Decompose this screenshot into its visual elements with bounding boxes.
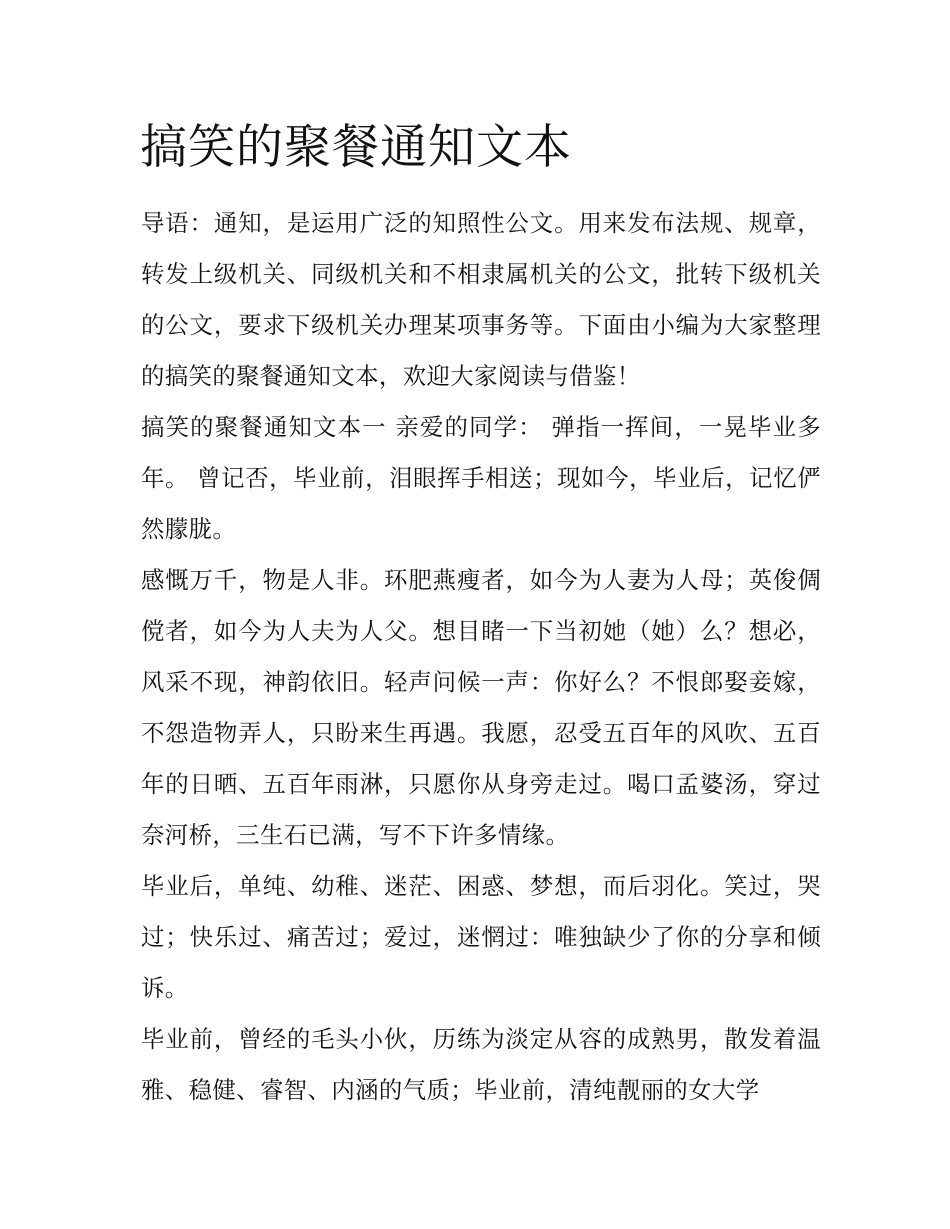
paragraph-intro: 导语：通知，是运用广泛的知照性公文。用来发布法规、规章，转发上级机关、同级机关和不相隶属机关的公文，批转下级机关的公文，要求下级机关办理某项事务等。下面由小编为大家整理的搞笑的聚餐通知文本，欢迎大家阅读与借鉴！ <box>141 209 821 390</box>
paragraph-reflection: 感慨万千，物是人非。环肥燕瘦者，如今为人妻为人母；英俊倜傥者，如今为人夫为人父。想目睹一下当初她（她）么？想必，风采不现，神韵依旧。轻声问候一声：你好么？不恨郎娶妾嫁，不怨造物弄人，只盼来生再遇。我愿，忍受五百年的风吹、五百年的日晒、五百年雨淋，只愿你从身旁走过。喝口孟婆汤，穿过奈河桥，三生石已满，写不下许多情缘。 <box>141 566 821 849</box>
paragraph-before-graduation: 毕业前，曾经的毛头小伙，历练为淡定从容的成熟男，散发着温雅、稳健、睿智、内涵的气质；毕业前，清纯靓丽的女大学 <box>141 1025 821 1104</box>
document-title: 搞笑的聚餐通知文本 <box>140 120 572 175</box>
paragraph-text-one: 搞笑的聚餐通知文本一 亲爱的同学： 弹指一挥间，一晃毕业多年。 曾记否，毕业前，泪眼挥手相送；现如今，毕业后，记忆俨然朦胧。 <box>141 413 821 543</box>
paragraph-after-graduation: 毕业后，单纯、幼稚、迷茫、困惑、梦想，而后羽化。笑过，哭过；快乐过、痛苦过；爱过，迷惘过：唯独缺少了你的分享和倾诉。 <box>141 872 821 1002</box>
document-body <box>141 198 821 1116</box>
